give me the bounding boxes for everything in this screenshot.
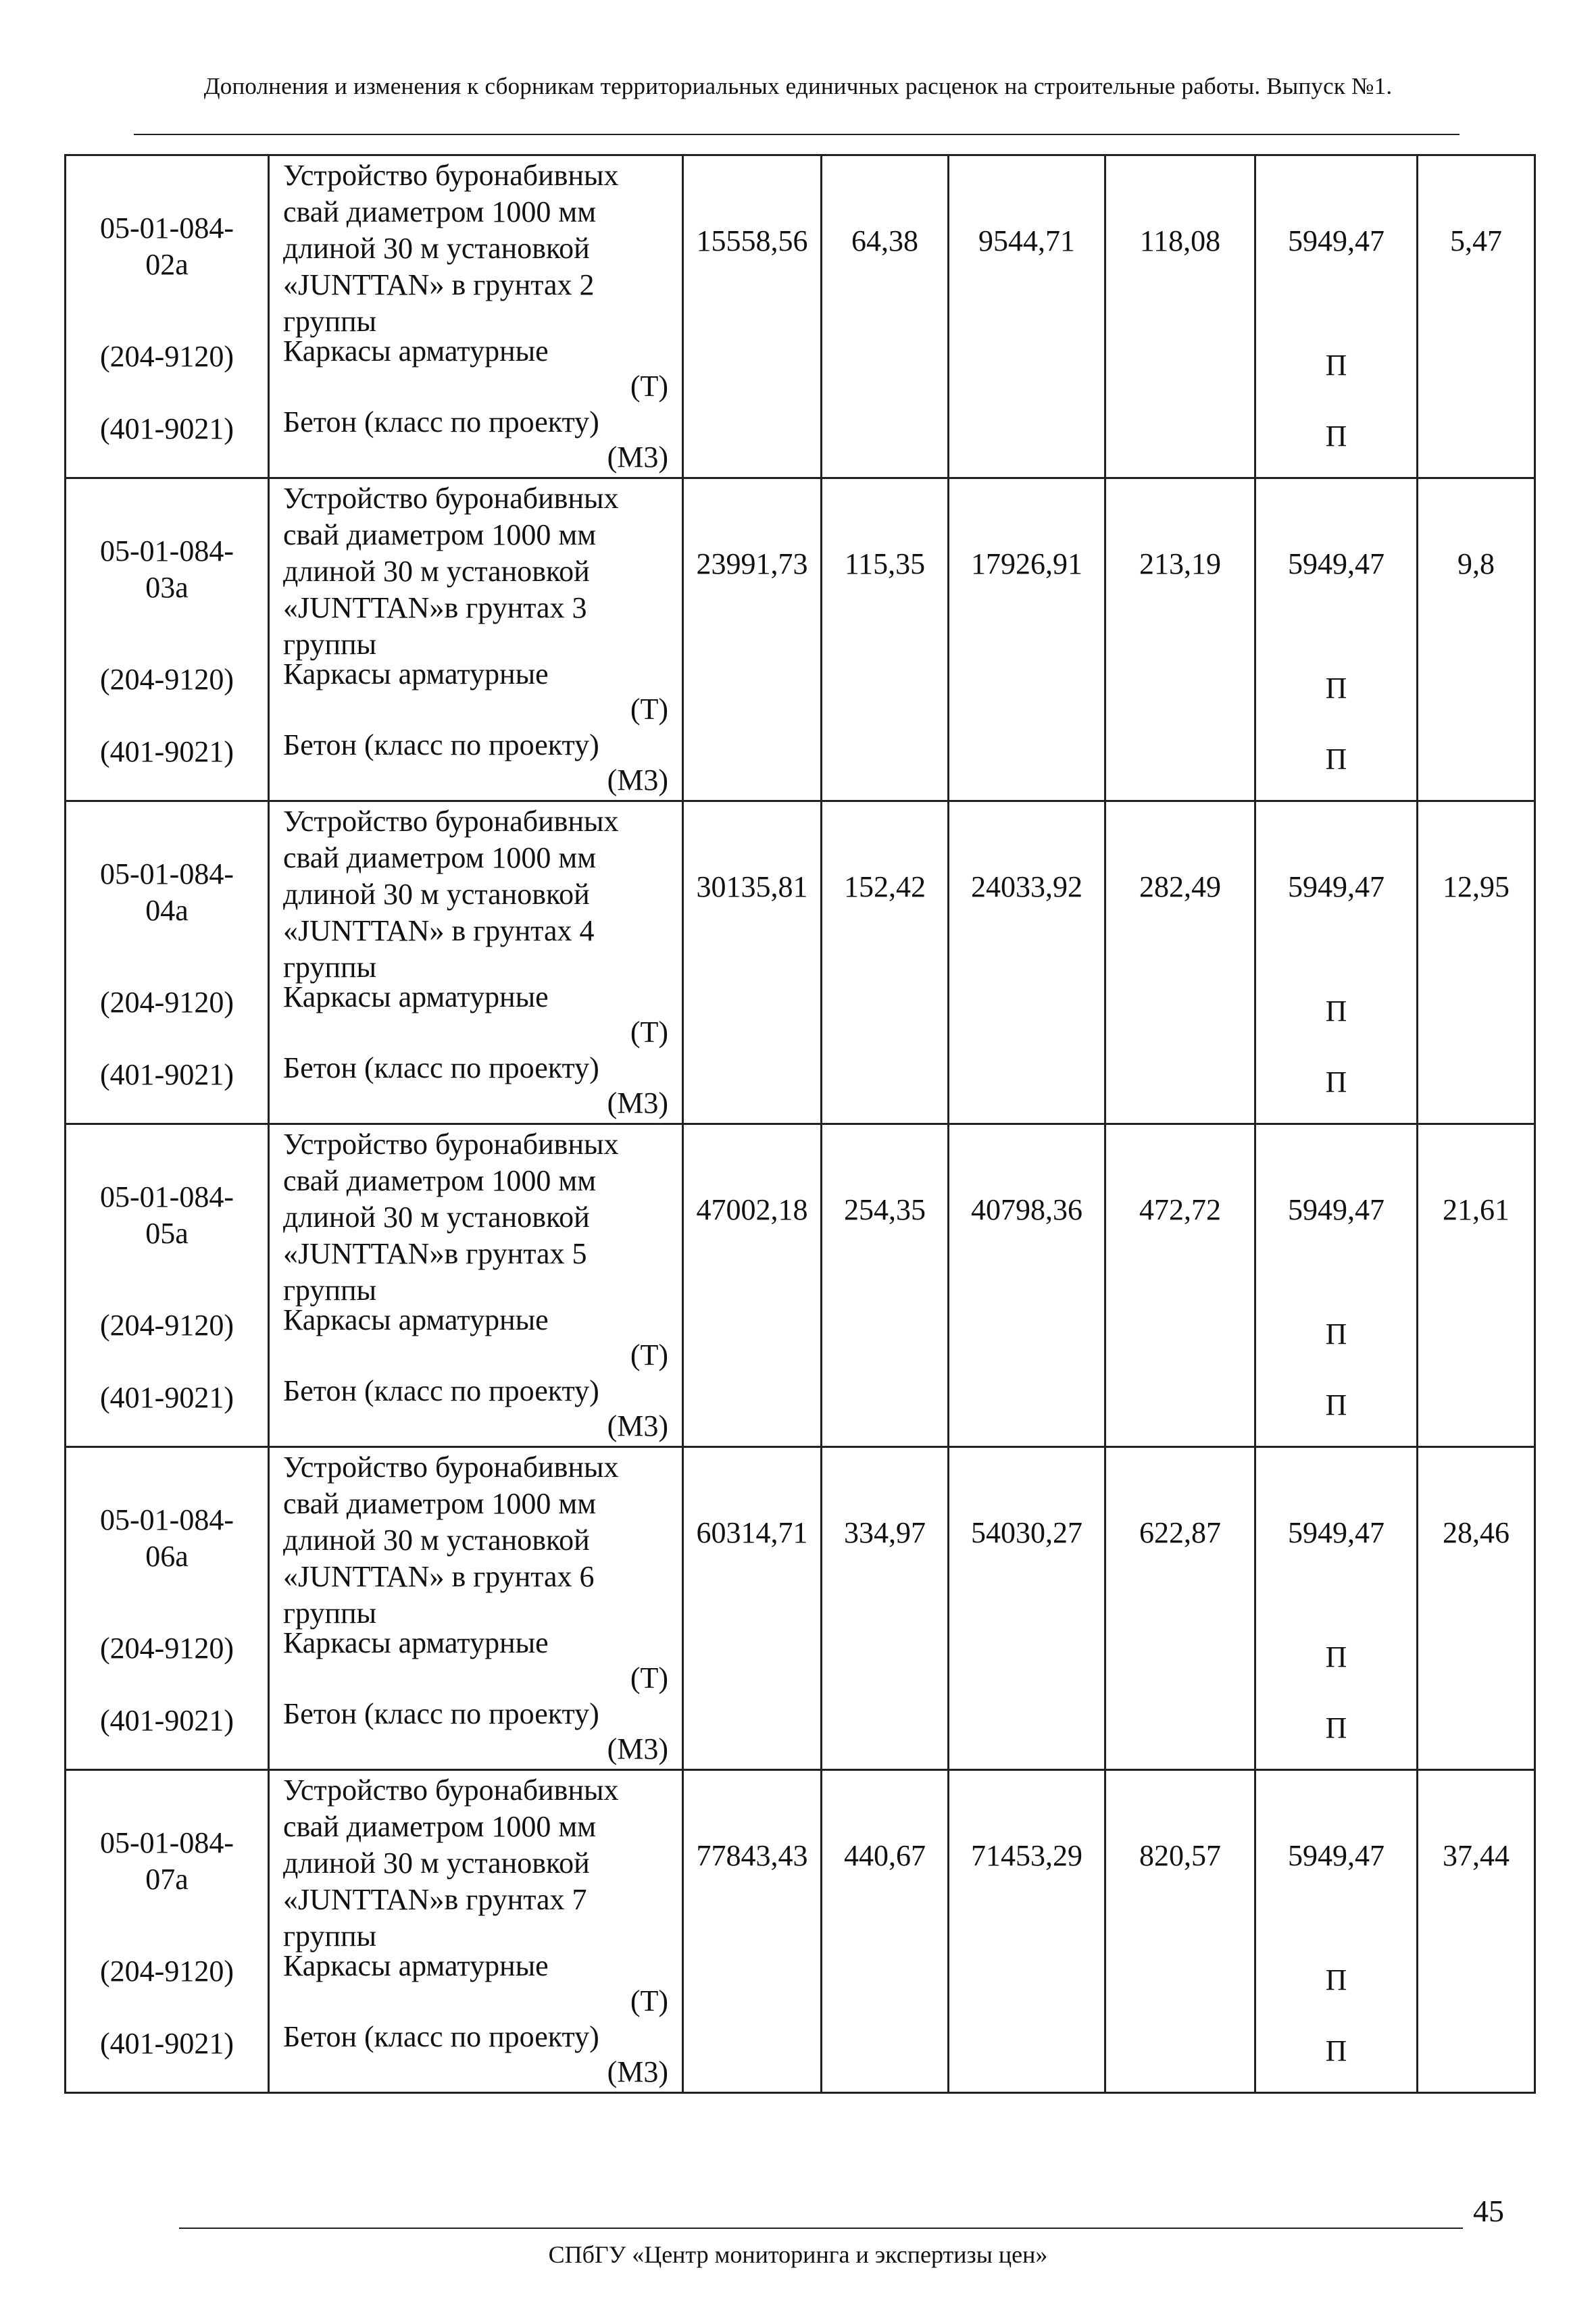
value-cell [1255, 1124, 1418, 1447]
rate-description-line: Устройство буронабивных [283, 1774, 619, 1807]
value-cell [949, 1770, 1105, 2093]
rate-description-line: группы [283, 305, 377, 338]
resource-flag: П [1325, 672, 1347, 705]
rates-table [64, 154, 1536, 2094]
resource-item [283, 979, 668, 1051]
resource-flag: П [1325, 1317, 1347, 1351]
rate-description-line: длиной 30 м установкой [283, 1524, 590, 1557]
table-row [66, 801, 1535, 1124]
value-cell [683, 155, 822, 478]
value-cell [1418, 1124, 1535, 1447]
table-row [66, 155, 1535, 478]
rate-description-line: группы [283, 1919, 377, 1953]
value-text: 282,49 [1139, 870, 1221, 903]
resource-code: (204-9120) [100, 663, 234, 696]
rate-description-line: группы [283, 1274, 377, 1307]
value-cell [1255, 1770, 1418, 2093]
resource-unit: (Т) [630, 1661, 668, 1694]
resource-code: (401-9021) [100, 735, 234, 768]
rate-description-line: «JUNTTAN»в грунтах 3 [283, 591, 587, 624]
resource-unit: (М3) [607, 763, 668, 797]
resource-code: (204-9120) [100, 986, 234, 1019]
rate-description-line: длиной 30 м установкой [283, 555, 590, 588]
resource-code: (204-9120) [100, 1632, 234, 1665]
resource-flag: П [1325, 2034, 1347, 2067]
rate-code-line: 05-01-084- [100, 1503, 234, 1536]
resource-code: (401-9021) [100, 412, 234, 445]
value-cell [1105, 1124, 1255, 1447]
value-text: 472,72 [1139, 1193, 1221, 1226]
value-text: 5949,47 [1288, 1839, 1385, 1872]
rate-code-line: 05-01-084- [100, 1826, 234, 1859]
resource-code: (204-9120) [100, 340, 234, 373]
resource-code: (401-9021) [100, 1704, 234, 1737]
resource-item [283, 1625, 668, 1696]
resource-item [283, 404, 668, 476]
value-text: 622,87 [1139, 1516, 1221, 1549]
value-text: 334,97 [844, 1516, 926, 1549]
resource-flag: П [1325, 743, 1347, 776]
resource-name: Каркасы арматурные [283, 334, 549, 368]
value-cell [683, 1447, 822, 1770]
value-cell [1105, 478, 1255, 801]
resource-item [283, 2019, 668, 2090]
value-text: 5949,47 [1288, 870, 1385, 903]
value-cell [949, 478, 1105, 801]
value-text: 60314,71 [696, 1516, 808, 1549]
rate-description-line: Устройство буронабивных [283, 805, 619, 838]
rate-description-cell [269, 155, 683, 478]
rate-code [66, 1179, 268, 1252]
value-cell [822, 1447, 949, 1770]
footer-organization: СПбГУ «Центр мониторинга и экспертизы цен» [548, 2241, 1048, 2268]
rate-code-line: 04а [145, 894, 189, 927]
value-text: 5949,47 [1288, 1193, 1385, 1226]
rate-code-cell [66, 1124, 269, 1447]
resource-flag: П [1325, 1711, 1347, 1744]
rate-description-line: Устройство буронабивных [283, 1451, 619, 1484]
resource-item [283, 1373, 668, 1444]
resource-unit: (М3) [607, 1732, 668, 1765]
rate-description-line: свай диаметром 1000 мм [283, 1810, 597, 1843]
value-text: 15558,56 [696, 224, 808, 257]
rate-description-cell [269, 1124, 683, 1447]
value-text: 17926,91 [971, 547, 1082, 580]
rate-code-line: 06а [145, 1540, 189, 1573]
rate-description-line: свай диаметром 1000 мм [283, 1164, 597, 1197]
rate-description-line: «JUNTTAN» в грунтах 4 [283, 914, 595, 947]
resource-flag: П [1325, 1640, 1347, 1674]
value-text: 5949,47 [1288, 547, 1385, 580]
footer-divider [179, 2228, 1463, 2229]
rate-code [66, 1825, 268, 1898]
resource-code: (401-9021) [100, 2027, 234, 2060]
page-number: 45 [1473, 2194, 1504, 2228]
rate-description-cell [269, 801, 683, 1124]
value-cell [1105, 801, 1255, 1124]
rate-description-line: группы [283, 951, 377, 984]
rate-description-line: свай диаметром 1000 мм [283, 195, 597, 228]
value-cell [683, 1124, 822, 1447]
value-cell [1105, 1447, 1255, 1770]
rate-description-line: группы [283, 1596, 377, 1630]
value-text: 820,57 [1139, 1839, 1221, 1872]
resource-code: (204-9120) [100, 1309, 234, 1342]
value-text: 64,38 [851, 224, 918, 257]
resource-unit: (Т) [630, 370, 668, 403]
value-text: 440,67 [844, 1839, 926, 1872]
rate-code [66, 210, 268, 283]
resource-name: Бетон (класс по проекту) [283, 728, 599, 761]
value-cell [1418, 801, 1535, 1124]
resource-flag: П [1325, 1963, 1347, 1996]
resource-name: Каркасы арматурные [283, 980, 549, 1013]
header-divider [134, 134, 1460, 135]
resource-item [283, 727, 668, 799]
value-text: 9544,71 [978, 224, 1075, 257]
resource-name: Каркасы арматурные [283, 1626, 549, 1659]
value-text: 40798,36 [971, 1193, 1082, 1226]
value-cell [683, 801, 822, 1124]
value-cell [1418, 155, 1535, 478]
rate-code-cell [66, 155, 269, 478]
resource-name: Бетон (класс по проекту) [283, 1697, 599, 1730]
value-text: 5949,47 [1288, 1516, 1385, 1549]
value-cell [1105, 155, 1255, 478]
resource-flag: П [1325, 995, 1347, 1028]
rate-description-line: длиной 30 м установкой [283, 1201, 590, 1234]
resource-flag: П [1325, 349, 1347, 382]
value-cell [949, 801, 1105, 1124]
rate-code-line: 05-01-084- [100, 534, 234, 568]
rate-code [66, 533, 268, 606]
resource-name: Бетон (класс по проекту) [283, 405, 599, 438]
table-row [66, 478, 1535, 801]
value-cell [822, 1124, 949, 1447]
resource-unit: (Т) [630, 693, 668, 726]
value-text: 5,47 [1450, 224, 1502, 257]
value-text: 254,35 [844, 1193, 926, 1226]
rate-description [283, 1126, 676, 1309]
rate-code [66, 856, 268, 929]
rate-description-line: Устройство буронабивных [283, 482, 619, 515]
rate-code [66, 1502, 268, 1575]
rate-description-line: свай диаметром 1000 мм [283, 518, 597, 551]
rate-description [283, 803, 676, 986]
resource-flag: П [1325, 1388, 1347, 1422]
resource-name: Каркасы арматурные [283, 1949, 549, 1982]
resource-unit: (Т) [630, 1984, 668, 2017]
value-text: 37,44 [1443, 1839, 1510, 1872]
resource-item [283, 1050, 668, 1122]
rate-description [283, 480, 676, 663]
resource-name: Бетон (класс по проекту) [283, 1051, 599, 1084]
value-text: 77843,43 [696, 1839, 808, 1872]
resource-unit: (Т) [630, 1015, 668, 1049]
rate-description-cell [269, 1447, 683, 1770]
page-header-title: Дополнения и изменения к сборникам территориальных единичных расценок на строительные работы. Выпуск №1. [203, 73, 1393, 99]
rate-code-cell [66, 1447, 269, 1770]
value-cell [1418, 1447, 1535, 1770]
rate-code-cell [66, 1770, 269, 2093]
rate-description-line: длиной 30 м установкой [283, 1846, 590, 1880]
rate-description-cell [269, 1770, 683, 2093]
resource-flag: П [1325, 1065, 1347, 1099]
value-text: 47002,18 [696, 1193, 808, 1226]
value-text: 21,61 [1443, 1193, 1510, 1226]
value-text: 213,19 [1139, 547, 1221, 580]
rate-code-line: 05-01-084- [100, 857, 234, 890]
value-cell [949, 1447, 1105, 1770]
value-text: 5949,47 [1288, 224, 1385, 257]
value-text: 152,42 [844, 870, 926, 903]
value-cell [949, 155, 1105, 478]
value-text: 23991,73 [696, 547, 808, 580]
value-text: 28,46 [1443, 1516, 1510, 1549]
resource-item [283, 1696, 668, 1767]
value-text: 30135,81 [696, 870, 808, 903]
resource-unit: (Т) [630, 1338, 668, 1372]
rate-description-line: длиной 30 м установкой [283, 232, 590, 265]
resource-name: Каркасы арматурные [283, 657, 549, 690]
rate-code-line: 03а [145, 571, 189, 604]
value-cell [1255, 1447, 1418, 1770]
rate-code-line: 05-01-084- [100, 1180, 234, 1213]
value-cell [683, 1770, 822, 2093]
rates-table-body [66, 155, 1535, 2093]
rate-description-line: «JUNTTAN» в грунтах 2 [283, 268, 595, 301]
rate-description [283, 1449, 676, 1632]
rate-description-line: свай диаметром 1000 мм [283, 841, 597, 874]
table-row [66, 1447, 1535, 1770]
value-cell [1255, 478, 1418, 801]
value-cell [683, 478, 822, 801]
value-text: 24033,92 [971, 870, 1082, 903]
rate-code-cell [66, 801, 269, 1124]
rate-description-line: «JUNTTAN»в грунтах 7 [283, 1883, 587, 1916]
rate-description-line: Устройство буронабивных [283, 159, 619, 192]
value-cell [1255, 155, 1418, 478]
value-cell [822, 155, 949, 478]
value-text: 115,35 [844, 547, 926, 580]
rate-code-line: 05а [145, 1217, 189, 1250]
value-cell [1418, 1770, 1535, 2093]
rate-code-line: 02а [145, 248, 189, 281]
table-row [66, 1124, 1535, 1447]
value-cell [1255, 801, 1418, 1124]
value-text: 12,95 [1443, 870, 1510, 903]
rate-description-line: «JUNTTAN»в грунтах 5 [283, 1237, 587, 1270]
rate-code-line: 07а [145, 1863, 189, 1896]
resource-unit: (М3) [607, 1086, 668, 1120]
value-text: 118,08 [1139, 224, 1221, 257]
resource-name: Бетон (класс по проекту) [283, 2020, 599, 2053]
resource-item [283, 333, 668, 405]
resource-flag: П [1325, 420, 1347, 453]
value-cell [822, 801, 949, 1124]
resource-unit: (М3) [607, 1409, 668, 1442]
value-cell [1418, 478, 1535, 801]
resource-unit: (М3) [607, 2055, 668, 2088]
resource-name: Бетон (класс по проекту) [283, 1374, 599, 1407]
rate-code-cell [66, 478, 269, 801]
value-cell [1105, 1770, 1255, 2093]
rate-description [283, 157, 676, 340]
rate-code-line: 05-01-084- [100, 211, 234, 245]
value-cell [822, 1770, 949, 2093]
rate-description-line: «JUNTTAN» в грунтах 6 [283, 1560, 595, 1593]
rate-description-line: Устройство буронабивных [283, 1128, 619, 1161]
value-text: 54030,27 [971, 1516, 1082, 1549]
resource-item [283, 1302, 668, 1374]
rate-description-line: группы [283, 628, 377, 661]
resource-item [283, 1948, 668, 2019]
rate-description-cell [269, 478, 683, 801]
resource-item [283, 656, 668, 728]
resource-code: (204-9120) [100, 1955, 234, 1988]
resource-code: (401-9021) [100, 1381, 234, 1414]
rate-description [283, 1772, 676, 1955]
value-text: 71453,29 [971, 1839, 1082, 1872]
resource-name: Каркасы арматурные [283, 1303, 549, 1336]
table-row [66, 1770, 1535, 2093]
resource-unit: (М3) [607, 441, 668, 474]
rate-description-line: длиной 30 м установкой [283, 878, 590, 911]
resource-code: (401-9021) [100, 1058, 234, 1091]
value-text: 9,8 [1457, 547, 1495, 580]
value-cell [949, 1124, 1105, 1447]
rate-description-line: свай диаметром 1000 мм [283, 1487, 597, 1520]
value-cell [822, 478, 949, 801]
